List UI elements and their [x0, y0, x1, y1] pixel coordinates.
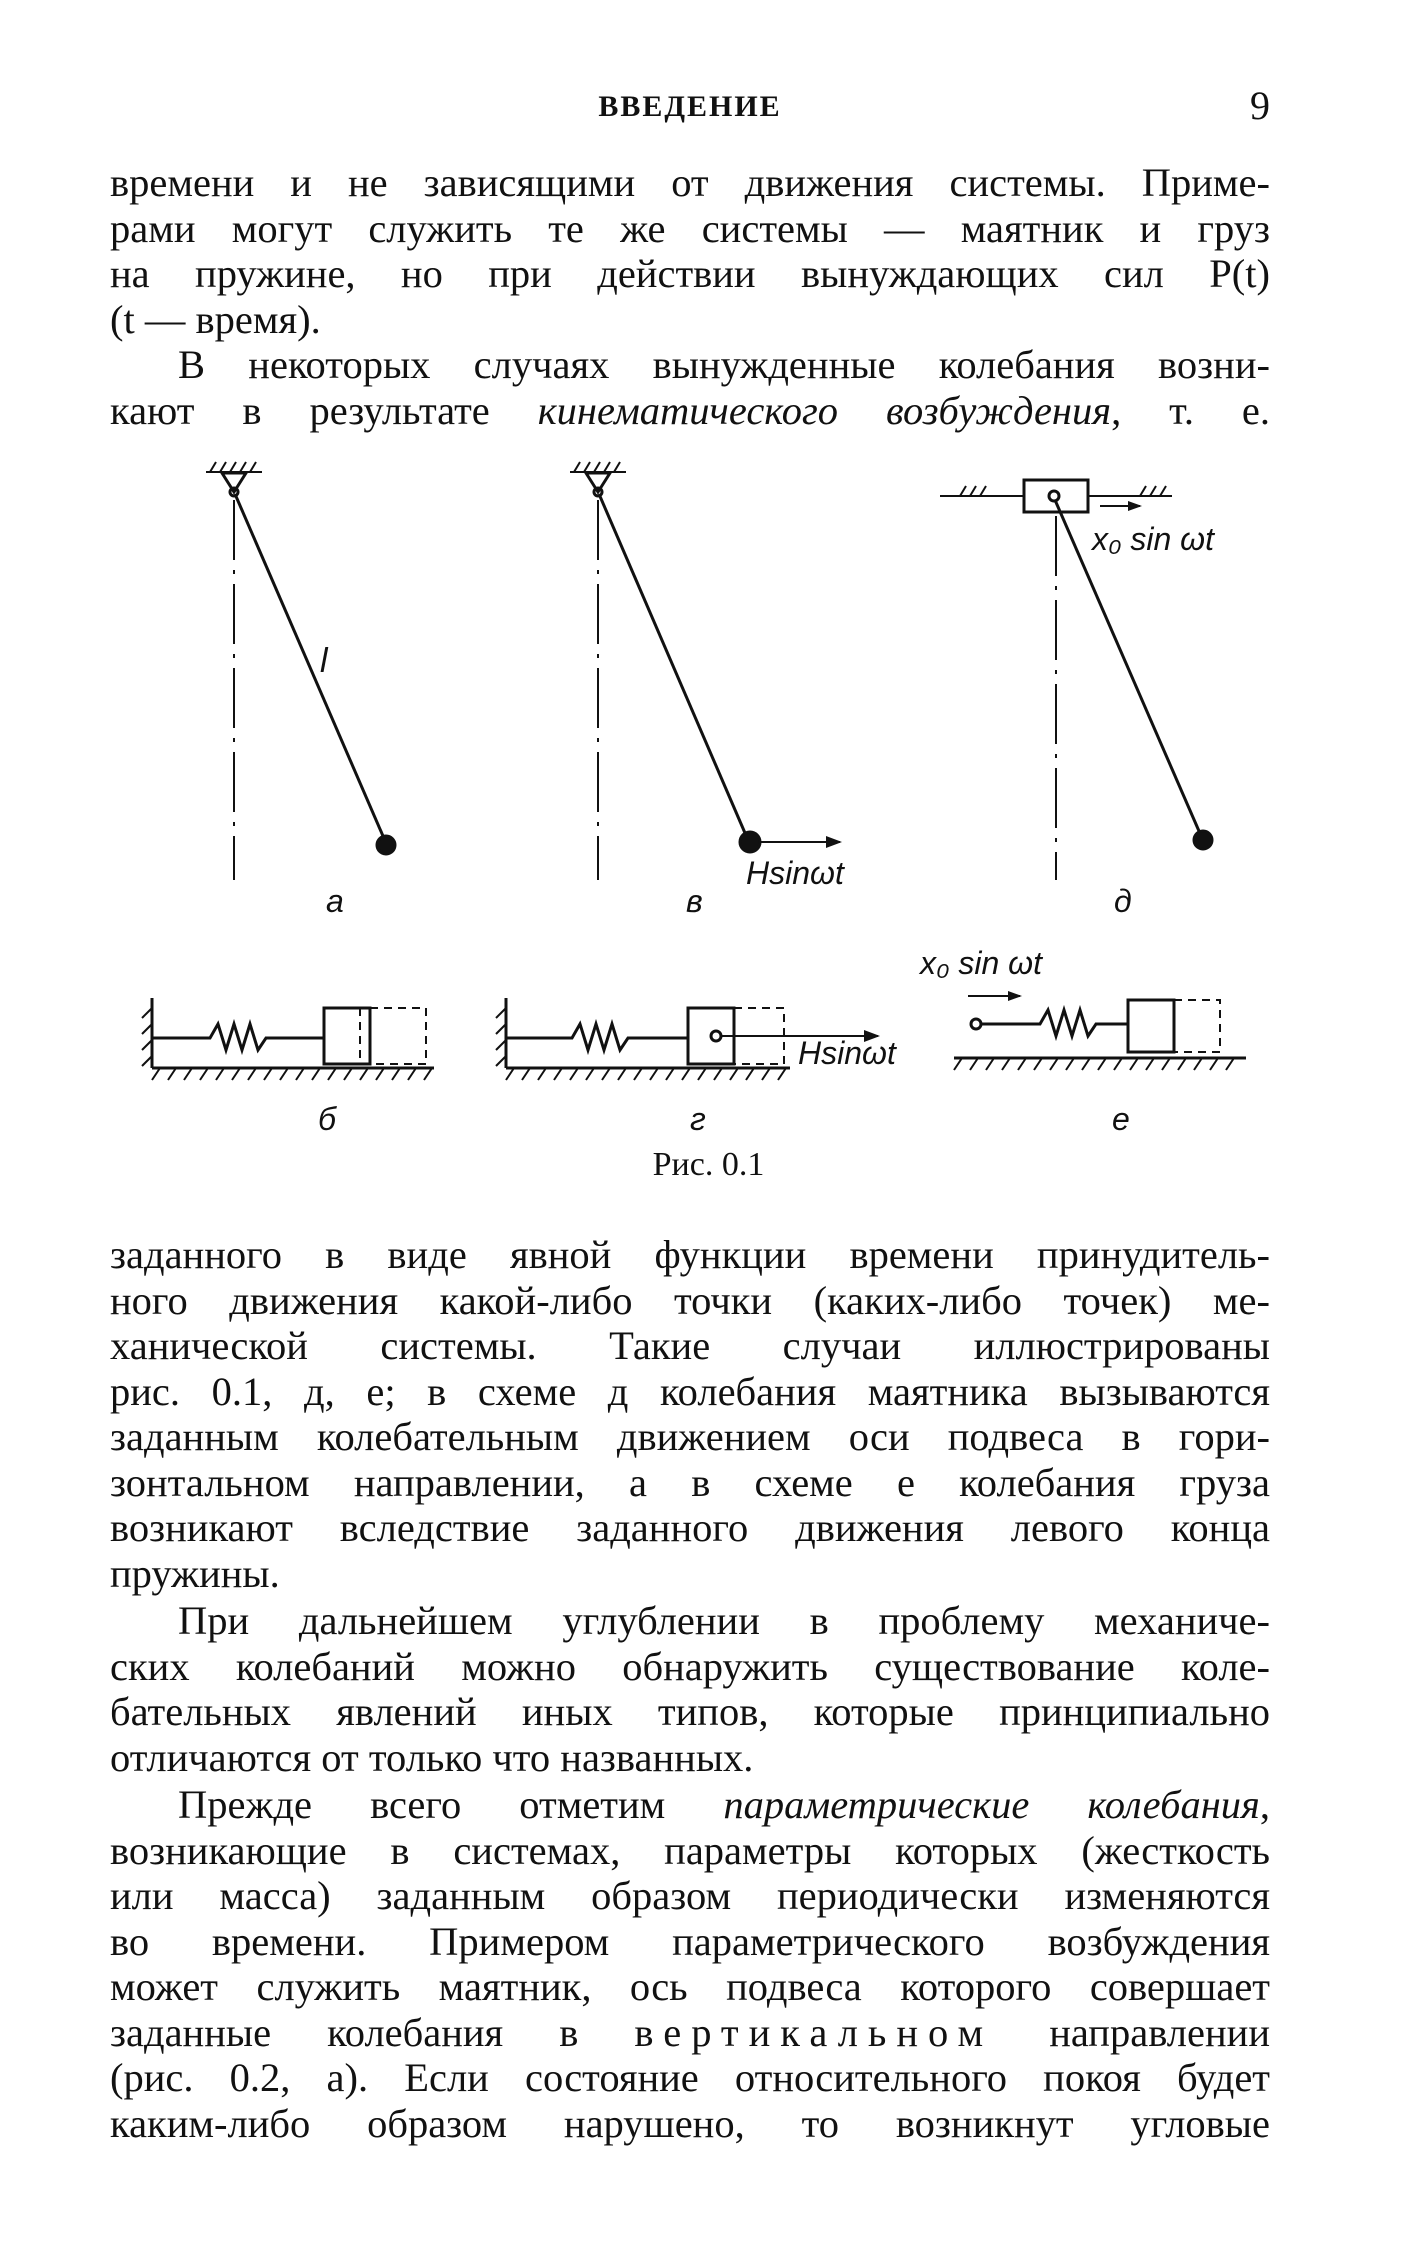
text-line: может служить маятник, ось подвеса которого совершает	[110, 1964, 1270, 2009]
mass-displaced	[370, 1008, 426, 1064]
pendulum-rod	[599, 494, 748, 840]
pendulum-bob	[740, 832, 760, 852]
label-d: д	[1114, 883, 1132, 919]
text-line: ханической системы. Такие случаи иллюстрированы	[110, 1323, 1270, 1368]
pendulum-bob	[1194, 831, 1212, 849]
text-line: зонтальном направлении, а в схеме е колебания груза	[110, 1459, 1270, 1505]
floor-hatch	[506, 1068, 786, 1080]
arrow-head	[1008, 991, 1022, 1001]
label-g: г	[690, 1101, 706, 1137]
text-line	[110, 388, 1270, 434]
paragraph-1	[110, 160, 1270, 342]
pendulum-rod	[235, 494, 386, 843]
figure-0-1	[0, 440, 1417, 1200]
ceiling-rail-left	[940, 486, 1024, 496]
text-line: рис. 0.1, д, е; в схеме д колебания маятника вызываются	[110, 1368, 1270, 1414]
force-label: Hsinωt	[746, 855, 844, 891]
text-line: каким-либо образом нарушено, то возникнут угловые	[110, 2100, 1270, 2146]
pendulum-d	[940, 480, 1215, 919]
motion-label: x₀ sin ωt	[1092, 521, 1214, 557]
spring-mass-g	[496, 998, 897, 1137]
text-line: заданного в виде явной функции времени принудитель-	[110, 1232, 1270, 1277]
text-line	[110, 2010, 1270, 2056]
motion-label: x₀ sin ωt	[920, 945, 1042, 981]
text-line: времени и не зависящими от движения системы. Приме-	[110, 160, 1270, 205]
spring-end-point	[971, 1019, 981, 1029]
paragraph-4	[110, 1598, 1270, 1780]
mass-block	[324, 1008, 370, 1064]
text-line: При дальнейшем углублении в проблему механиче-	[178, 1598, 1270, 1643]
text-fragment: ,	[1259, 1782, 1270, 1827]
text-fragment: заданные колебания в	[110, 2009, 635, 2055]
force-label: Hsinωt	[798, 1035, 896, 1071]
spring	[152, 1024, 324, 1050]
pendulum-v	[570, 462, 845, 919]
figure-drawing	[0, 440, 1417, 1160]
slider-block	[1024, 480, 1088, 512]
load-point	[711, 1031, 721, 1041]
text-line: В некоторых случаях вынужденные колебания возни-	[178, 342, 1270, 387]
spring	[981, 1010, 1128, 1036]
text-fragment: , т. е.	[1111, 387, 1271, 433]
paragraph-3	[110, 1232, 1270, 1596]
text-line: пружины.	[110, 1550, 280, 1596]
text-line: ских колебаний можно обнаружить существование коле-	[110, 1643, 1270, 1689]
chapter-title: ВВЕДЕНИЕ	[598, 90, 782, 123]
ceiling-hatch	[570, 462, 626, 472]
text-line: (t — время).	[110, 296, 321, 342]
text-line: во времени. Примером параметрического возбуждения	[110, 1918, 1270, 1964]
floor-hatch	[152, 1068, 432, 1080]
text-line: на пружине, но при действии вынуждающих сил P(t)	[110, 251, 1270, 296]
label-e: е	[1112, 1101, 1130, 1137]
text-line: рами могут служить те же системы — маятник и груз	[110, 205, 1270, 251]
text-line: или масса) заданным образом периодически изменяются	[110, 1873, 1270, 1918]
text-fragment: кают в результате	[110, 387, 538, 433]
mass-displaced	[1174, 1000, 1220, 1052]
text-line	[110, 1782, 1270, 1828]
paragraph-2	[110, 342, 1270, 433]
text-line: возникают вследствие заданного движения левого конца	[110, 1505, 1270, 1550]
running-header	[110, 82, 1270, 142]
text-fragment: Прежде всего отметим	[178, 1782, 724, 1827]
italic-term: кинематического возбуждения	[537, 387, 1112, 433]
ceiling-rail-right	[1088, 486, 1172, 496]
italic-term: параметрические колебания	[723, 1782, 1260, 1827]
length-label: l	[320, 642, 328, 680]
arrow-head	[826, 836, 842, 848]
page-number: 9	[1250, 83, 1270, 128]
text-line: заданным колебательным движением оси подвеса в гори-	[110, 1414, 1270, 1459]
paragraph-5	[110, 1782, 1270, 2146]
spaced-word: вертикальном	[634, 2009, 994, 2055]
figure-caption: Рис. 0.1	[652, 1146, 765, 1183]
ceiling-hatch	[206, 462, 262, 472]
text-line: (рис. 0.2, а). Если состояние относительного покоя будет	[110, 2055, 1270, 2100]
pendulum-a	[206, 462, 395, 919]
floor-hatch	[954, 1058, 1234, 1070]
spring	[506, 1024, 688, 1050]
spring-mass-e	[918, 945, 1246, 1137]
text-fragment: направлении	[993, 2009, 1271, 2055]
spring-mass-b	[142, 998, 434, 1137]
text-line: возникающие в системах, параметры которых (жесткость	[110, 1827, 1270, 1873]
text-line: бательных явлений иных типов, которые принципиально	[110, 1689, 1270, 1734]
label-a: а	[326, 883, 344, 919]
text-line: отличаются от только что названных.	[110, 1734, 754, 1780]
label-b: б	[318, 1101, 336, 1137]
label-v: в	[686, 883, 703, 919]
arrow-head	[1128, 501, 1142, 511]
mass-block	[1128, 1000, 1174, 1052]
pendulum-bob	[377, 836, 395, 854]
text-line: ного движения какой-либо точки (каких-либо точек) ме-	[110, 1277, 1270, 1323]
